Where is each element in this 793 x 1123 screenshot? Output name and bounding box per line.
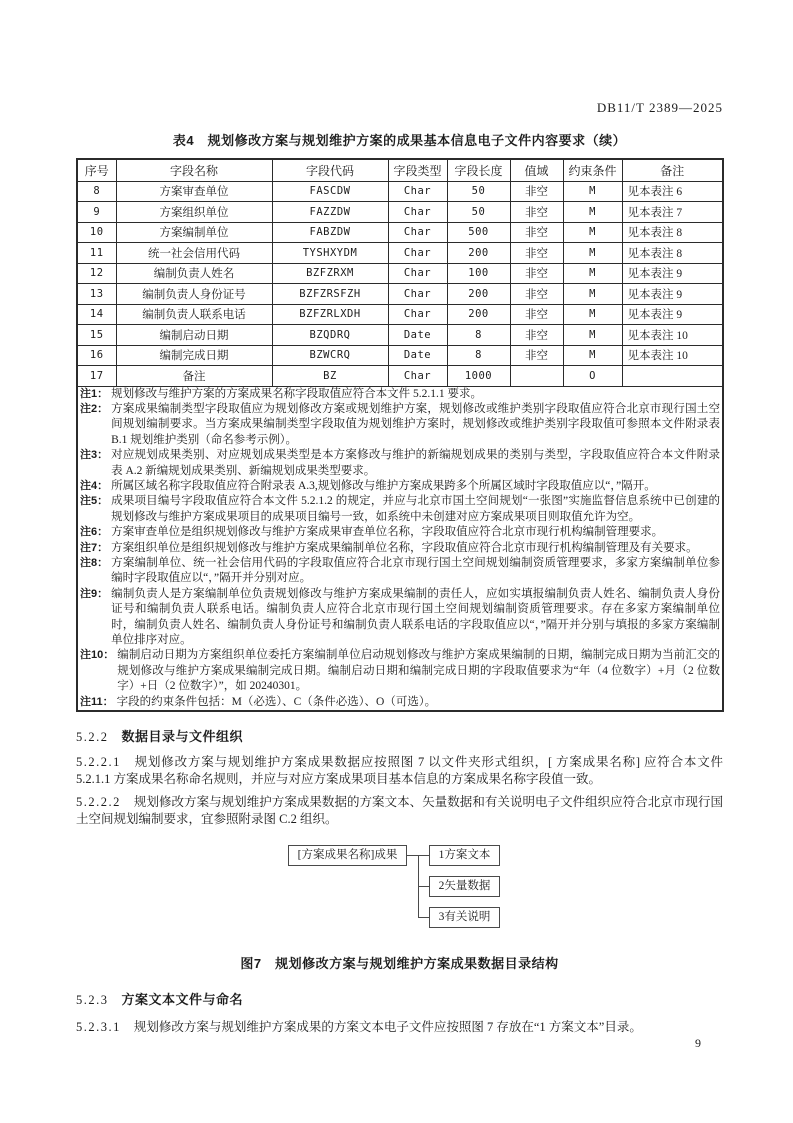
clause-number: 5.2.2: [76, 730, 109, 745]
cell-field-type: Char: [388, 284, 447, 305]
column-header: 备注: [622, 159, 723, 181]
note-text: 方案编制单位、统一社会信用代码的字段取值应符合北京市现行国土空间规划编制资质管理要求，多家方案编制单位参编时字段取值应以“，”隔开并分别对应。: [111, 556, 720, 585]
cell-index: 15: [77, 325, 116, 346]
column-header: 字段代码: [272, 159, 388, 181]
cell-value-domain: 非空: [510, 222, 563, 243]
table-note: [80, 587, 720, 649]
note-text: 编制启动日期为方案组织单位委托方案编制单位启动规划修改与维护方案成果编制的日期，编制完成日期为当前汇交的规划修改与维护方案成果编制完成日期。编制启动日期和编制完成日期的字段取值要求为“年（4 位数字）+月（2 位数字）+日（2 位数字）”，如 20240301。: [117, 649, 720, 693]
cell-field-type: Char: [388, 263, 447, 284]
clause-number: 5.2.3.1: [76, 1020, 121, 1035]
cell-constraint: M: [563, 202, 622, 223]
page-number: 9: [695, 1036, 701, 1050]
cell-remark: 见本表注 10: [622, 345, 723, 366]
figure-caption: 图7 规划修改方案与规划维护方案成果数据目录结构: [240, 956, 559, 972]
cell-index: 11: [77, 243, 116, 264]
cell-field-length: 200: [447, 243, 510, 264]
table-note: [80, 556, 720, 587]
cell-field-length: 200: [447, 304, 510, 325]
cell-index: 17: [77, 366, 116, 387]
fields-table: [76, 158, 724, 712]
cell-field-type: Date: [388, 345, 447, 366]
cell-field-length: 50: [447, 202, 510, 223]
note-label: 注8：: [80, 556, 109, 569]
note-text: 字段的约束条件包括：M（必选）、C（条件必选）、O（可选）。: [116, 695, 437, 708]
clause-number: 5.2.3: [76, 993, 109, 1008]
table-note: [80, 648, 720, 694]
table-row: [77, 304, 723, 325]
note-label: 注3：: [80, 449, 109, 462]
clause-text: 规划修改方案与规划维护方案成果的方案文本电子文件应按照图 7 存放在“1 方案文本”目录。: [133, 1020, 642, 1035]
cell-field-type: Date: [388, 325, 447, 346]
cell-value-domain: [510, 366, 563, 387]
note-label: 注6：: [80, 526, 109, 539]
cell-field-code: BZ: [272, 366, 388, 387]
table-row: [77, 284, 723, 305]
table-row: [77, 263, 723, 284]
note-text: 所属区域名称字段取值应符合附录表 A.3,规划修改与维护方案成果跨多个所属区域时字段取值应以“，”隔开。: [111, 479, 656, 492]
cell-field-length: 50: [447, 181, 510, 202]
cell-field-code: TYSHXYDM: [272, 243, 388, 264]
cell-field-length: 100: [447, 263, 510, 284]
column-header: 值域: [510, 159, 563, 181]
note-label: 注9：: [80, 587, 109, 600]
note-label: 注11：: [80, 695, 114, 708]
table-row: [77, 366, 723, 387]
standard-code: DB11/T 2389—2025: [596, 100, 723, 115]
cell-value-domain: 非空: [510, 181, 563, 202]
cell-field-length: 8: [447, 325, 510, 346]
cell-field-name: 编制完成日期: [116, 345, 272, 366]
cell-field-code: FAZZDW: [272, 202, 388, 223]
cell-value-domain: 非空: [510, 325, 563, 346]
note-label: 注10：: [80, 649, 115, 662]
figure-root-box: [方案成果名称]成果: [288, 845, 407, 866]
figure-child-box: 2矢量数据: [429, 876, 500, 897]
cell-constraint: O: [563, 366, 622, 387]
cell-field-length: 1000: [447, 366, 510, 387]
note-label: 注4：: [80, 479, 109, 492]
cell-field-name: 方案编制单位: [116, 222, 272, 243]
cell-constraint: M: [563, 181, 622, 202]
directory-structure-diagram: [76, 843, 723, 940]
note-text: 规划修改与维护方案的方案成果名称字段取值应符合本文件 5.2.1.1 要求。: [111, 387, 482, 400]
cell-field-length: 8: [447, 345, 510, 366]
table-header-row: [77, 159, 723, 181]
cell-field-length: 200: [447, 284, 510, 305]
cell-index: 8: [77, 181, 116, 202]
cell-field-type: Char: [388, 181, 447, 202]
note-text: 编制负责人是方案编制单位负责规划修改与维护方案成果编制的责任人，应如实填报编制负责人姓名、编制负责人身份证号和编制负责人联系电话。编制负责人应符合北京市现行国土空间规划编制资质管理要求。存在多家方案编制单位时，编制负责人姓名、编制负责人身份证号和编制负责人联系电话的字段取值应以“，”隔开并分别与填报的多家方案编制单位排序对应。: [111, 587, 720, 646]
cell-field-code: BZWCRQ: [272, 345, 388, 366]
section-heading-522: [76, 726, 723, 745]
table-row: [77, 181, 723, 202]
cell-field-name: 编制负责人联系电话: [116, 304, 272, 325]
cell-field-code: BZFZRLXDH: [272, 304, 388, 325]
cell-index: 16: [77, 345, 116, 366]
cell-remark: 见本表注 9: [622, 263, 723, 284]
cell-field-type: Char: [388, 243, 447, 264]
section-title: 数据目录与文件组织: [121, 729, 244, 745]
cell-index: 13: [77, 284, 116, 305]
note-label: 注7：: [80, 541, 109, 554]
cell-field-code: BZFZRXM: [272, 263, 388, 284]
note-text: 对应规划成果类别、对应规划成果类型是本方案修改与维护的新编规划成果的类别与类型，字段取值应符合本文件附录表 A.2 新编规划成果类别、新编规划成果类型要求。: [111, 449, 720, 477]
cell-field-name: 方案审查单位: [116, 181, 272, 202]
section-heading-523: [76, 989, 723, 1008]
clause-5222: [76, 794, 723, 828]
cell-value-domain: 非空: [510, 263, 563, 284]
cell-index: 10: [77, 222, 116, 243]
cell-constraint: M: [563, 284, 622, 305]
connector-line: [418, 886, 429, 887]
cell-field-name: 统一社会信用代码: [116, 243, 272, 264]
cell-field-name: 编制启动日期: [116, 325, 272, 346]
note-label: 注1：: [80, 387, 109, 400]
cell-constraint: M: [563, 304, 622, 325]
table-row: [77, 325, 723, 346]
table-note: [80, 448, 720, 479]
cell-field-code: BZFZRSFZH: [272, 284, 388, 305]
note-text: 成果项目编号字段取值应符合本文件 5.2.1.2 的规定，并应与北京市国土空间规划“一张图”实施监督信息系统中已创建的规划修改与维护方案成果项目的成果项目编号一致，如系统中未创建对应方案成果项目则取值允许为空。: [111, 495, 720, 523]
table-row: [77, 243, 723, 264]
cell-remark: 见本表注 6: [622, 181, 723, 202]
cell-index: 12: [77, 263, 116, 284]
cell-field-type: Char: [388, 222, 447, 243]
table-note: [80, 479, 720, 494]
cell-value-domain: 非空: [510, 345, 563, 366]
table-note: [80, 387, 720, 402]
table-notes: [77, 386, 723, 711]
cell-field-type: Char: [388, 366, 447, 387]
table-row: [77, 202, 723, 223]
cell-field-name: 编制负责人姓名: [116, 263, 272, 284]
clause-text: 规划修改方案与规划维护方案成果数据应按照图 7 以文件夹形式组织，[ 方案成果名称] 应符合本文件 5.2.1.1 方案成果名称命名规则，并应与对应方案成果项目基本信息的方案成果名称字段值一致。: [76, 755, 723, 787]
cell-constraint: M: [563, 263, 622, 284]
cell-index: 14: [77, 304, 116, 325]
cell-value-domain: 非空: [510, 284, 563, 305]
cell-constraint: M: [563, 345, 622, 366]
column-header: 字段类型: [388, 159, 447, 181]
section-title: 方案文本文件与命名: [121, 992, 244, 1008]
cell-field-code: BZQDRQ: [272, 325, 388, 346]
table-note: [80, 541, 720, 556]
cell-value-domain: 非空: [510, 202, 563, 223]
cell-remark: [622, 366, 723, 387]
column-header: 序号: [77, 159, 116, 181]
cell-field-code: FASCDW: [272, 181, 388, 202]
table-note: [80, 695, 720, 710]
cell-constraint: M: [563, 243, 622, 264]
cell-remark: 见本表注 8: [622, 243, 723, 264]
note-label: 注2：: [80, 402, 109, 415]
cell-field-code: FABZDW: [272, 222, 388, 243]
clause-number: 5.2.2.1: [76, 755, 121, 770]
table-row: [77, 345, 723, 366]
note-label: 注5：: [80, 495, 109, 508]
cell-value-domain: 非空: [510, 243, 563, 264]
cell-field-length: 500: [447, 222, 510, 243]
table-title: 表4 规划修改方案与规划维护方案的成果基本信息电子文件内容要求（续）: [172, 133, 627, 148]
cell-remark: 见本表注 10: [622, 325, 723, 346]
figure-child-box: 1方案文本: [429, 845, 500, 866]
cell-constraint: M: [563, 325, 622, 346]
cell-value-domain: 非空: [510, 304, 563, 325]
figure-child-box: 3有关说明: [429, 907, 500, 928]
column-header: 字段名称: [116, 159, 272, 181]
table-body: [77, 181, 723, 386]
cell-constraint: M: [563, 222, 622, 243]
cell-index: 9: [77, 202, 116, 223]
table-notes-row: [77, 386, 723, 711]
note-text: 方案审查单位是组织规划修改与维护方案成果审查单位名称，字段取值应符合北京市现行机构编制管理要求。: [111, 526, 664, 539]
note-text: 方案成果编制类型字段取值应为规划修改方案或规划维护方案，规划修改或维护类别字段取值应符合北京市现行国土空间规划编制要求。当方案成果编制类型字段取值为规划维护方案时，规划修改或维护类别字段取值可参照本文件附录表 B.1 规划维护类别（命名参考示例）。: [111, 402, 720, 446]
page-content: [76, 0, 723, 1036]
clause-5231: [76, 1019, 723, 1036]
connector-line: [418, 917, 429, 918]
table-note: [80, 494, 720, 525]
column-header: 字段长度: [447, 159, 510, 181]
cell-remark: 见本表注 9: [622, 284, 723, 305]
cell-remark: 见本表注 9: [622, 304, 723, 325]
column-header: 约束条件: [563, 159, 622, 181]
cell-field-name: 备注: [116, 366, 272, 387]
cell-field-name: 编制负责人身份证号: [116, 284, 272, 305]
cell-field-type: Char: [388, 202, 447, 223]
clause-number: 5.2.2.2: [76, 795, 121, 810]
cell-remark: 见本表注 7: [622, 202, 723, 223]
table-note: [80, 525, 720, 540]
cell-remark: 见本表注 8: [622, 222, 723, 243]
table-note: [80, 402, 720, 448]
note-text: 方案组织单位是组织规划修改与维护方案成果编制单位名称，字段取值应符合北京市现行机构编制管理及有关要求。: [111, 541, 698, 554]
cell-field-type: Char: [388, 304, 447, 325]
clause-5221: [76, 754, 723, 788]
table-row: [77, 222, 723, 243]
cell-field-name: 方案组织单位: [116, 202, 272, 223]
clause-text: 规划修改方案与规划维护方案成果数据的方案文本、矢量数据和有关说明电子文件组织应符合北京市现行国土空间规划编制要求，宜参照附录图 C.2 组织。: [76, 795, 723, 827]
